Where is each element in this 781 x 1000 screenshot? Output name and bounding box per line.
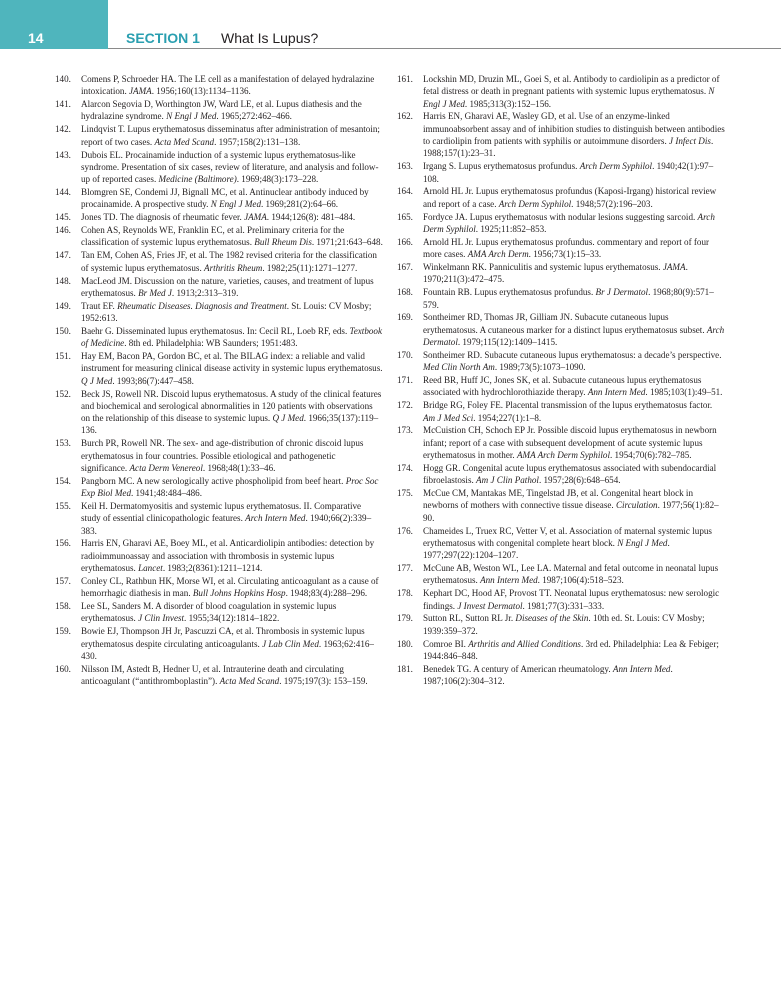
reference-citation: . 1987;106(2):304–312.	[423, 663, 673, 687]
reference-item	[397, 663, 725, 688]
reference-citation: . 1970;211(3):472–475.	[423, 262, 688, 285]
reference-source: Bull Rheum Dis	[254, 237, 312, 248]
reference-source: Medicine (Baltimore)	[158, 174, 237, 185]
reference-item	[55, 388, 383, 437]
reference-text: Arnold HL Jr. Lupus erythematosus profundus. commentary and report of four more cases.	[423, 236, 710, 260]
reference-number: 161.	[397, 74, 413, 84]
reference-number: 179.	[397, 613, 413, 624]
reference-number: 145.	[55, 212, 71, 223]
reference-text: Beck JS, Rowell NR. Discoid lupus erythematosus. A study of the clinical features and biochemical and serological abnormalities in 120 patients with observations on the relationship of this disease to systemic lupus.	[81, 388, 382, 424]
reference-text: Burch PR, Rowell NR. The sex- and age-distribution of chronic discoid lupus erythematosus in four countries. Possible etiological and pathogenetic significance.	[81, 438, 364, 473]
reference-text: Harris EN, Gharavi AE, Wasley GD, et al. Use of an enzyme-linked immunoabsorbent assay and of inhibition studies to distinguish between antibodies to cardiolipin from patients with syphilis or autoimmune disorders.	[423, 111, 725, 147]
reference-item	[55, 475, 383, 500]
reference-source: Bull Johns Hopkins Hosp	[192, 588, 286, 599]
reference-number: 174.	[397, 462, 413, 473]
reference-item	[55, 98, 383, 123]
reference-item	[397, 261, 725, 286]
reference-citation: . 1944;126(8): 481–484.	[266, 212, 356, 223]
reference-item	[397, 73, 725, 110]
reference-source: AMA Arch Derm Syphilol	[516, 450, 610, 461]
reference-source: N Engl J Med	[423, 86, 715, 109]
reference-number: 156.	[55, 538, 71, 549]
reference-item	[55, 663, 383, 688]
reference-text: Bridge RG, Foley FE. Placental transmission of the lupus erythematosus factor.	[423, 400, 713, 411]
reference-text: Fordyce JA. Lupus erythematosus with nodular lesions suggesting sarcoid.	[423, 211, 698, 222]
reference-citation: . 1968;48(1):33–46.	[202, 462, 276, 473]
reference-source: JAMA	[129, 86, 152, 97]
reference-number: 180.	[397, 638, 413, 649]
reference-number: 177.	[397, 563, 413, 574]
reference-text: Jones TD. The diagnosis of rheumatic fever.	[81, 212, 245, 223]
reference-number: 147.	[55, 250, 71, 261]
reference-source: Ann Intern Med	[612, 663, 671, 674]
reference-source: N Engl J Med	[617, 537, 668, 548]
reference-source: J Invest Dermatol	[457, 600, 523, 611]
reference-source: Br Med J	[138, 287, 172, 298]
reference-text: Blomgren SE, Condemi JJ, Bignall MC, et al. Antinuclear antibody induced by procainamide. A prospective study.	[81, 187, 369, 210]
reference-number: 140.	[55, 74, 71, 84]
reference-item	[397, 462, 725, 487]
reference-source: Acta Med Scand	[219, 676, 280, 687]
reference-source: Med Clin North Am	[423, 362, 495, 373]
reference-source: N Engl J Med	[166, 111, 217, 122]
reference-citation: . 1969;48(3):173–228.	[236, 174, 319, 185]
reference-citation: . 1969;281(2):64–66.	[261, 199, 339, 210]
reference-item	[397, 487, 725, 524]
reference-citation: . 1971;21:643–648.	[311, 237, 383, 248]
reference-text: Reed BR, Huff JC, Jones SK, et al. Subacute cutaneous lupus erythematosus associated with hydrochlorothiazide therapy.	[423, 375, 702, 398]
reference-text: Comroe BI.	[423, 638, 469, 649]
reference-citation: . 1966;35(137):119–136.	[81, 413, 379, 436]
page-number-block	[0, 0, 108, 49]
reference-number: 157.	[55, 575, 71, 586]
reference-source: Circulation	[615, 500, 658, 511]
reference-citation: . 1965;272:462–466.	[216, 111, 292, 122]
reference-citation: . 1988;157(1):23–31.	[423, 136, 714, 159]
reference-source: J Infect Dis	[669, 136, 711, 147]
reference-text: Keil H. Dermatomyositis and systemic lupus erythematosus. II. Comparative study of essential clinicopathologic features.	[81, 501, 362, 524]
reference-text: McCue CM, Mantakas ME, Tingelstad JB, et al. Congenital heart block in newborns of mothers with connective tissue disease.	[423, 488, 694, 511]
reference-text: Traut EF.	[81, 300, 118, 311]
reference-number: 141.	[55, 99, 71, 110]
reference-text: MacLeod JM. Discussion on the nature, varieties, causes, and treatment of lupus erythematosus.	[81, 275, 374, 298]
reference-citation: . 1977;297(22):1204–1207.	[423, 537, 670, 561]
reference-citation: . 1948;57(2):196–203.	[571, 198, 653, 209]
reference-number: 148.	[55, 275, 71, 286]
reference-text: Chameides L, Truex RC, Vetter V, et al. Association of maternal systemic lupus erythematosus with congenital complete heart block.	[423, 525, 712, 548]
reference-source: Br J Dermatol	[595, 287, 649, 298]
reference-item	[55, 325, 383, 350]
reference-item	[55, 437, 383, 474]
reference-number: 154.	[55, 475, 71, 486]
reference-text: Arnold HL Jr. Lupus erythematosus profundus (Kaposi-Irgang) historical review and report of a case.	[423, 186, 717, 209]
reference-text: Hogg GR. Congenital acute lupus erythematosus associated with subendocardial fibroelastosis.	[423, 462, 717, 486]
reference-number: 176.	[397, 525, 413, 536]
reference-number: 144.	[55, 187, 71, 198]
reference-citation: . 1940;66(2):339–383.	[81, 513, 372, 536]
reference-source: JAMA	[662, 262, 686, 273]
reference-number: 158.	[55, 601, 71, 612]
reference-citation: . 1948;83(4):288–296.	[285, 588, 368, 599]
reference-item	[55, 249, 383, 274]
reference-item	[55, 73, 383, 98]
reference-number: 169.	[397, 312, 413, 323]
reference-number: 155.	[55, 501, 71, 511]
reference-text: Bowie EJ, Thompson JH Jr, Pascuzzi CA, et al. Thrombosis in systemic lupus erythematosus despite circulating anticoagulants.	[81, 626, 365, 649]
reference-number: 165.	[397, 211, 413, 222]
reference-source: Am J Clin Pathol	[476, 475, 539, 486]
reference-number: 164.	[397, 186, 413, 197]
reference-citation: . 1979;115(12):1409–1415.	[457, 336, 558, 347]
reference-number: 166.	[397, 236, 413, 247]
reference-source: J Clin Invest	[138, 613, 185, 624]
reference-text: Lee SL, Sanders M. A disorder of blood coagulation in systemic lupus erythematosus.	[81, 601, 337, 624]
reference-text: Conley CL, Rathbun HK, Morse WI, et al. Circulating anticoagulant as a cause of hemorrhagic diathesis in man.	[81, 575, 379, 599]
reference-citation: . 1963;62:416–430.	[81, 638, 374, 661]
reference-item	[55, 186, 383, 211]
reference-source: Q J Med	[81, 375, 113, 386]
reference-citation: . 1977;56(1):82–90.	[423, 500, 719, 523]
reference-source: Diseases of the Skin	[515, 613, 589, 624]
reference-number: 142.	[55, 124, 71, 135]
header-rule	[108, 48, 781, 49]
reference-text: Hay EM, Bacon PA, Gordon BC, et al. The BILAG index: a reliable and valid instrument for measuring clinical disease activity in systemic lupus erythematosus.	[81, 351, 383, 374]
reference-source: Arch Derm Syphilol	[498, 198, 572, 209]
reference-citation: . 1954;70(6):782–785.	[609, 450, 692, 461]
reference-number: 160.	[55, 663, 71, 674]
reference-source: Acta Med Scand	[154, 136, 215, 147]
reference-number: 163.	[397, 161, 413, 172]
reference-citation: . 10th ed. St. Louis: CV Mosby; 1939:359–372.	[423, 613, 705, 636]
reference-item	[55, 275, 383, 300]
reference-item	[397, 374, 725, 399]
reference-text: Tan EM, Cohen AS, Fries JF, et al. The 1982 revised criteria for the classification of systemic lupus erythematosus.	[81, 250, 377, 273]
reference-number: 181.	[397, 663, 413, 674]
reference-citation: . 1981;77(3):331–333.	[522, 600, 605, 611]
reference-item	[397, 638, 725, 663]
reference-number: 151.	[55, 351, 71, 362]
reference-text: Nilsson IM, Astedt B, Hedner U, et al. Intrauterine death and circulating anticoagulant (“antithromboplastin”).	[81, 663, 344, 687]
reference-item	[55, 625, 383, 662]
reference-text: McCuistion CH, Schoch EP Jr. Possible discoid lupus erythematosus in newborn infant; report of a case with subsequent development of acute systemic lupus erythematosus in mother.	[423, 425, 717, 461]
reference-item	[397, 311, 725, 348]
reference-item	[397, 211, 725, 236]
reference-number: 162.	[397, 111, 413, 122]
reference-item	[397, 160, 725, 185]
reference-item	[397, 349, 725, 374]
reference-citation: . St. Louis: CV Mosby; 1952:613.	[81, 300, 372, 323]
reference-item	[55, 224, 383, 249]
reference-number: 167.	[397, 262, 413, 273]
reference-item	[397, 587, 725, 612]
reference-text: Lockshin MD, Druzin ML, Goei S, et al. Antibody to cardiolipin as a predictor of fetal distress or death in pregnant patients with systemic lupus erythematosus.	[423, 74, 720, 97]
reference-text: Winkelmann RK. Panniculitis and systemic lupus erythematosus.	[423, 262, 663, 273]
reference-text: Cohen AS, Reynolds WE, Franklin EC, et al. Preliminary criteria for the classification of systemic lupus erythematosus.	[81, 225, 345, 248]
reference-source: Acta Derm Venereol	[129, 462, 203, 473]
reference-citation: . 1955;34(12):1814–1822.	[184, 613, 280, 624]
reference-item	[55, 211, 383, 223]
reference-text: Benedek TG. A century of American rheumatology.	[423, 663, 613, 674]
reference-item	[397, 399, 725, 424]
reference-number: 173.	[397, 425, 413, 436]
reference-item	[55, 350, 383, 387]
reference-citation: . 1968;80(9):571–579.	[423, 287, 714, 310]
reference-item	[55, 500, 383, 537]
reference-item	[397, 562, 725, 587]
reference-number: 171.	[397, 375, 413, 386]
reference-citation: . 1993;86(7):447–458.	[112, 375, 194, 386]
reference-item	[55, 537, 383, 574]
reference-number: 150.	[55, 325, 71, 336]
section-label: SECTION 1	[126, 30, 200, 46]
reference-citation: . 8th ed. Philadelphia: WB Saunders; 1951:483.	[124, 338, 298, 349]
reference-text: Sontheimer RD, Thomas JR, Gilliam JN. Subacute cutaneous lupus erythematosus. A cutaneous marker for a distinct lupus erythematosus subset.	[423, 312, 707, 335]
reference-citation: . 1941;48:484–486.	[131, 488, 202, 499]
reference-list-right	[397, 73, 725, 688]
reference-citation: . 1957;158(2):131–138.	[214, 136, 301, 147]
reference-source: Arch Intern Med	[245, 513, 306, 524]
reference-item	[397, 185, 725, 210]
reference-source: Q J Med	[272, 413, 304, 424]
reference-item	[55, 600, 383, 625]
reference-source: Ann Intern Med	[480, 575, 538, 586]
reference-text: Harris EN, Gharavi AE, Boey ML, et al. Anticardiolipin antibodies: detection by radioimmunoassay and association with thrombosis in systemic lupus erythematosus.	[81, 538, 375, 574]
reference-item	[397, 424, 725, 461]
reference-number: 146.	[55, 225, 71, 236]
reference-citation: . 1956;73(1):15–33.	[528, 249, 602, 260]
reference-text: Fountain RB. Lupus erythematosus profundus.	[423, 287, 596, 298]
reference-item	[55, 149, 383, 186]
reference-source: JAMA	[244, 212, 267, 223]
reference-item	[397, 236, 725, 261]
reference-text: Baehr G. Disseminated lupus erythematosus. In: Cecil RL, Loeb RF, eds.	[81, 325, 350, 336]
reference-citation: . 1954;227(1):1–8.	[473, 412, 542, 423]
reference-text: Alarcon Segovia D, Worthington JW, Ward LE, et al. Lupus diathesis and the hydralazine syndrome.	[81, 99, 362, 122]
reference-text: Pangborn MC. A new serologically active phospholipid from beef heart.	[81, 475, 346, 486]
reference-citation: . 1982;25(11):1271–1277.	[262, 262, 358, 273]
reference-citation: . 3rd ed. Philadelphia: Lea & Febiger; 1944:846–848.	[423, 638, 719, 661]
section-title: What Is Lupus?	[221, 30, 319, 46]
reference-item	[397, 110, 725, 159]
reference-text: Kephart DC, Hood AF, Provost TT. Neonatal lupus erythematosus: new serologic findings.	[423, 588, 720, 611]
reference-citation: . 1957;28(6):648–654.	[538, 475, 621, 486]
reference-item	[397, 286, 725, 311]
page-number: 14	[28, 30, 44, 46]
reference-text: Irgang S. Lupus erythematosus profundus.	[423, 161, 580, 172]
reference-source: Arch Derm Syphilol	[423, 211, 715, 234]
reference-citation: . 1985;313(3):152–156.	[464, 98, 552, 109]
reference-source: Arthritis Rheum	[204, 262, 263, 273]
reference-text: McCune AB, Weston WL, Lee LA. Maternal and fetal outcome in neonatal lupus erythematosus.	[423, 563, 719, 586]
reference-item	[397, 612, 725, 637]
reference-citation: . 1975;197(3): 153–159.	[279, 676, 368, 687]
reference-number: 178.	[397, 588, 413, 599]
reference-text: Comens P, Schroeder HA. The LE cell as a manifestation of delayed hydralazine intoxication.	[81, 74, 375, 97]
reference-item	[55, 575, 383, 600]
reference-citation: . 1985;103(1):49–51.	[645, 387, 723, 398]
reference-number: 175.	[397, 488, 413, 499]
reference-citation: . 1940;42(1):97–108.	[423, 161, 714, 184]
reference-citation: . 1987;106(4):518–523.	[537, 575, 624, 586]
reference-number: 149.	[55, 300, 71, 311]
reference-source: Rheumatic Diseases. Diagnosis and Treatment	[117, 300, 287, 311]
reference-text: Sontheimer RD. Subacute cutaneous lupus erythematosus: a decade’s perspective.	[423, 349, 722, 360]
reference-list-left	[55, 73, 383, 688]
reference-number: 152.	[55, 388, 71, 399]
reference-item	[55, 300, 383, 325]
reference-text: Dubois EL. Procainamide induction of a systemic lupus erythematosus-like syndrome. Presentation of six cases, review of literature, and analysis and follow-up of reported cases.	[81, 149, 379, 185]
reference-source: Proc Soc Exp Biol Med	[81, 475, 379, 499]
reference-source: Arthritis and Allied Conditions	[468, 638, 581, 649]
reference-source: Ann Intern Med	[587, 387, 646, 398]
reference-text: Sutton RL, Sutton RL Jr.	[423, 613, 516, 624]
reference-citation: . 1913;2:313–319.	[171, 287, 239, 298]
reference-source: J Lab Clin Med	[262, 638, 319, 649]
reference-citation: . 1983;2(8361):1211–1214.	[162, 563, 263, 574]
reference-text: Lindqvist T. Lupus erythematosus disseminatus after administration of mesantoin; report of two cases.	[81, 124, 380, 147]
reference-number: 172.	[397, 400, 413, 411]
reference-source: N Engl J Med	[210, 199, 261, 210]
reference-citation: . 1925;11:852–853.	[475, 223, 547, 234]
reference-number: 170.	[397, 349, 413, 360]
reference-item	[55, 123, 383, 148]
reference-source: Arch Derm Syphilol	[579, 161, 653, 172]
reference-source: Textbook of Medicine	[81, 325, 383, 349]
reference-source: AMA Arch Derm	[467, 249, 529, 260]
reference-number: 159.	[55, 626, 71, 637]
reference-source: Arch Dermatol	[423, 324, 725, 347]
reference-citation: . 1989;73(5):1073–1090.	[494, 362, 586, 373]
reference-source: Am J Med Sci	[423, 412, 474, 423]
reference-item	[397, 525, 725, 562]
reference-number: 153.	[55, 438, 71, 449]
reference-source: Lancet	[138, 563, 163, 574]
reference-number: 168.	[397, 287, 413, 298]
reference-number: 143.	[55, 149, 71, 160]
reference-citation: . 1956;160(13):1134–1136.	[151, 86, 251, 97]
